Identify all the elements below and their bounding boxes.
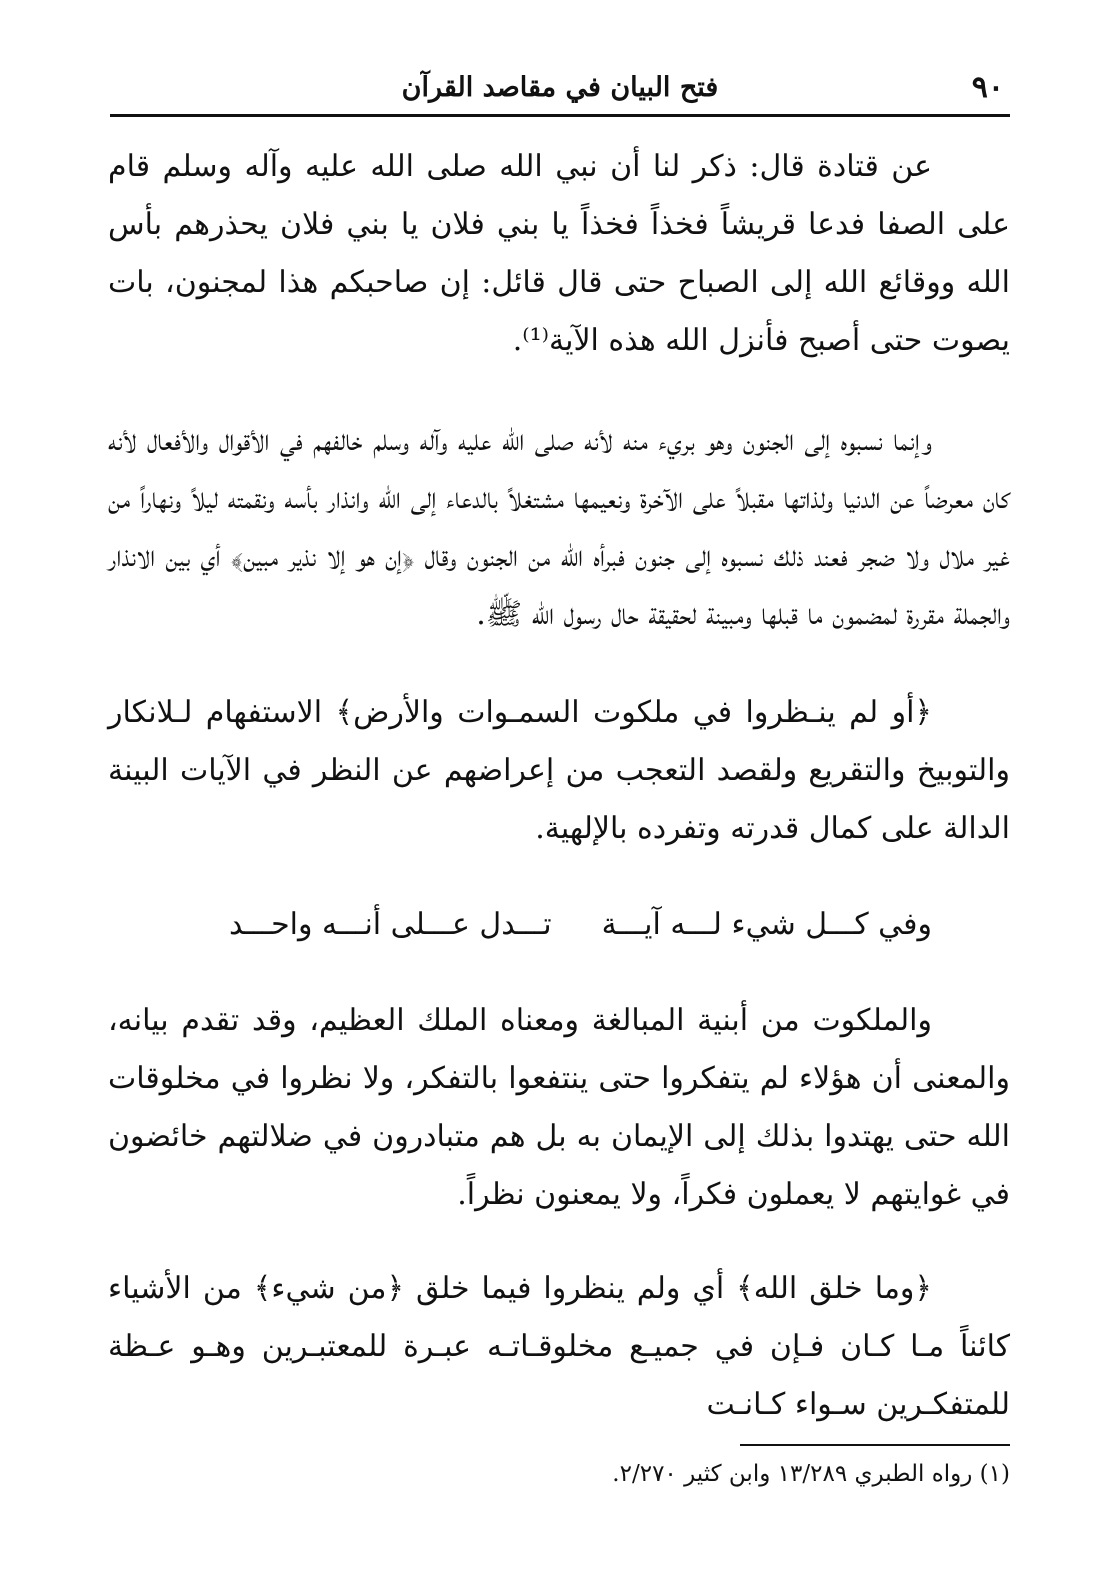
verse-spacer [552,896,602,954]
paragraph-madness-accusation: وإنما نسبوه إلى الجنون وهو بريء منه لأنه صلى الله عليه وآله وسلم خالفهم في الأقوال والأفعال لأنه كان معرضاً عن الدنيا ولذاتها مقبلاً على الآخرة ونعيمها مشتغلاً بالدعاء إلى الله وانذار بأسه ونقمته ليلاً ونهاراً من غير ملال ولا ضجر فعند ذلك نسبوه إلى جنون فبرأه الله من الجنون وقال ﴿إن هو إلا نذير مبين﴾ أي بين الانذار والجملة مقررة لمضمون ما قبلها ومبينة لحقيقة حال رسول الله ﷺ. [108,423,1010,632]
paragraph-qatada-narration: عن قتادة قال: ذكر لنا أن نبي الله صلى الله عليه وآله وسلم قام على الصفا فدعا قريشاً فخذاً فخذاً يا بني فلان يا بني فلان يحذرهم بأس الله ووقائع الله إلى الصباح حتى قال قائل: إن صاحبكم هذا لمجنون، بات يصوت حتى أصبح فأنزل الله هذه الآية⁽¹⁾. [108,149,1010,358]
footnote-divider [740,1444,1010,1446]
verse-second-hemistich: تـــدل عـــلى أنـــه واحـــد [228,907,552,942]
paragraph-malakut-meaning: والملكوت من أبنية المبالغة ومعناه الملك العظيم، وقد تقدم بيانه، والمعنى أن هؤلاء لم يتفكروا حتى ينتفعوا بالتفكر، ولا نظروا في مخلوقات الله حتى يهتدوا بذلك إلى الإيمان به بل هم متبادرون في ضلالتهم خائضون في غوايتهم لا يعملون فكراً، ولا يمعنون نظراً. [108,1003,1010,1212]
running-title: فتح البيان في مقاصد القرآن [401,72,719,103]
paragraph-malakut-verse: ﴿أو لم ينـظروا في ملكوت السمـوات والأرض﴾ الاستفهام لـلانكار والتوبيخ والتقريع ولقصد التعجب من إعراضهم عن النظر في الآيات البينة الدالة على كمال قدرته وتفرده بالإلهية. [108,695,1010,846]
page-number: ٩٠ [971,70,1004,105]
footnote: (١) رواه الطبري ١٣/٢٨٩ وابن كثير ٢/٢٧٠. [612,1461,1010,1487]
poetry-verse [108,896,1010,954]
body-text [108,138,1010,1434]
verse-first-hemistich: وفي كـــل شيء لـــه آيـــة [601,907,932,942]
page-header [110,64,1010,117]
paragraph-what-allah-created: ﴿وما خلق الله﴾ أي ولم ينظروا فيما خلق ﴿من شيء﴾ من الأشياء كائناً مـا كـان فـإن في جميـع مخلوقـاتـه عبـرة للمعتبـرين وهـو عـظة للمتفكـرين سـواء كـانـت [108,1271,1010,1422]
